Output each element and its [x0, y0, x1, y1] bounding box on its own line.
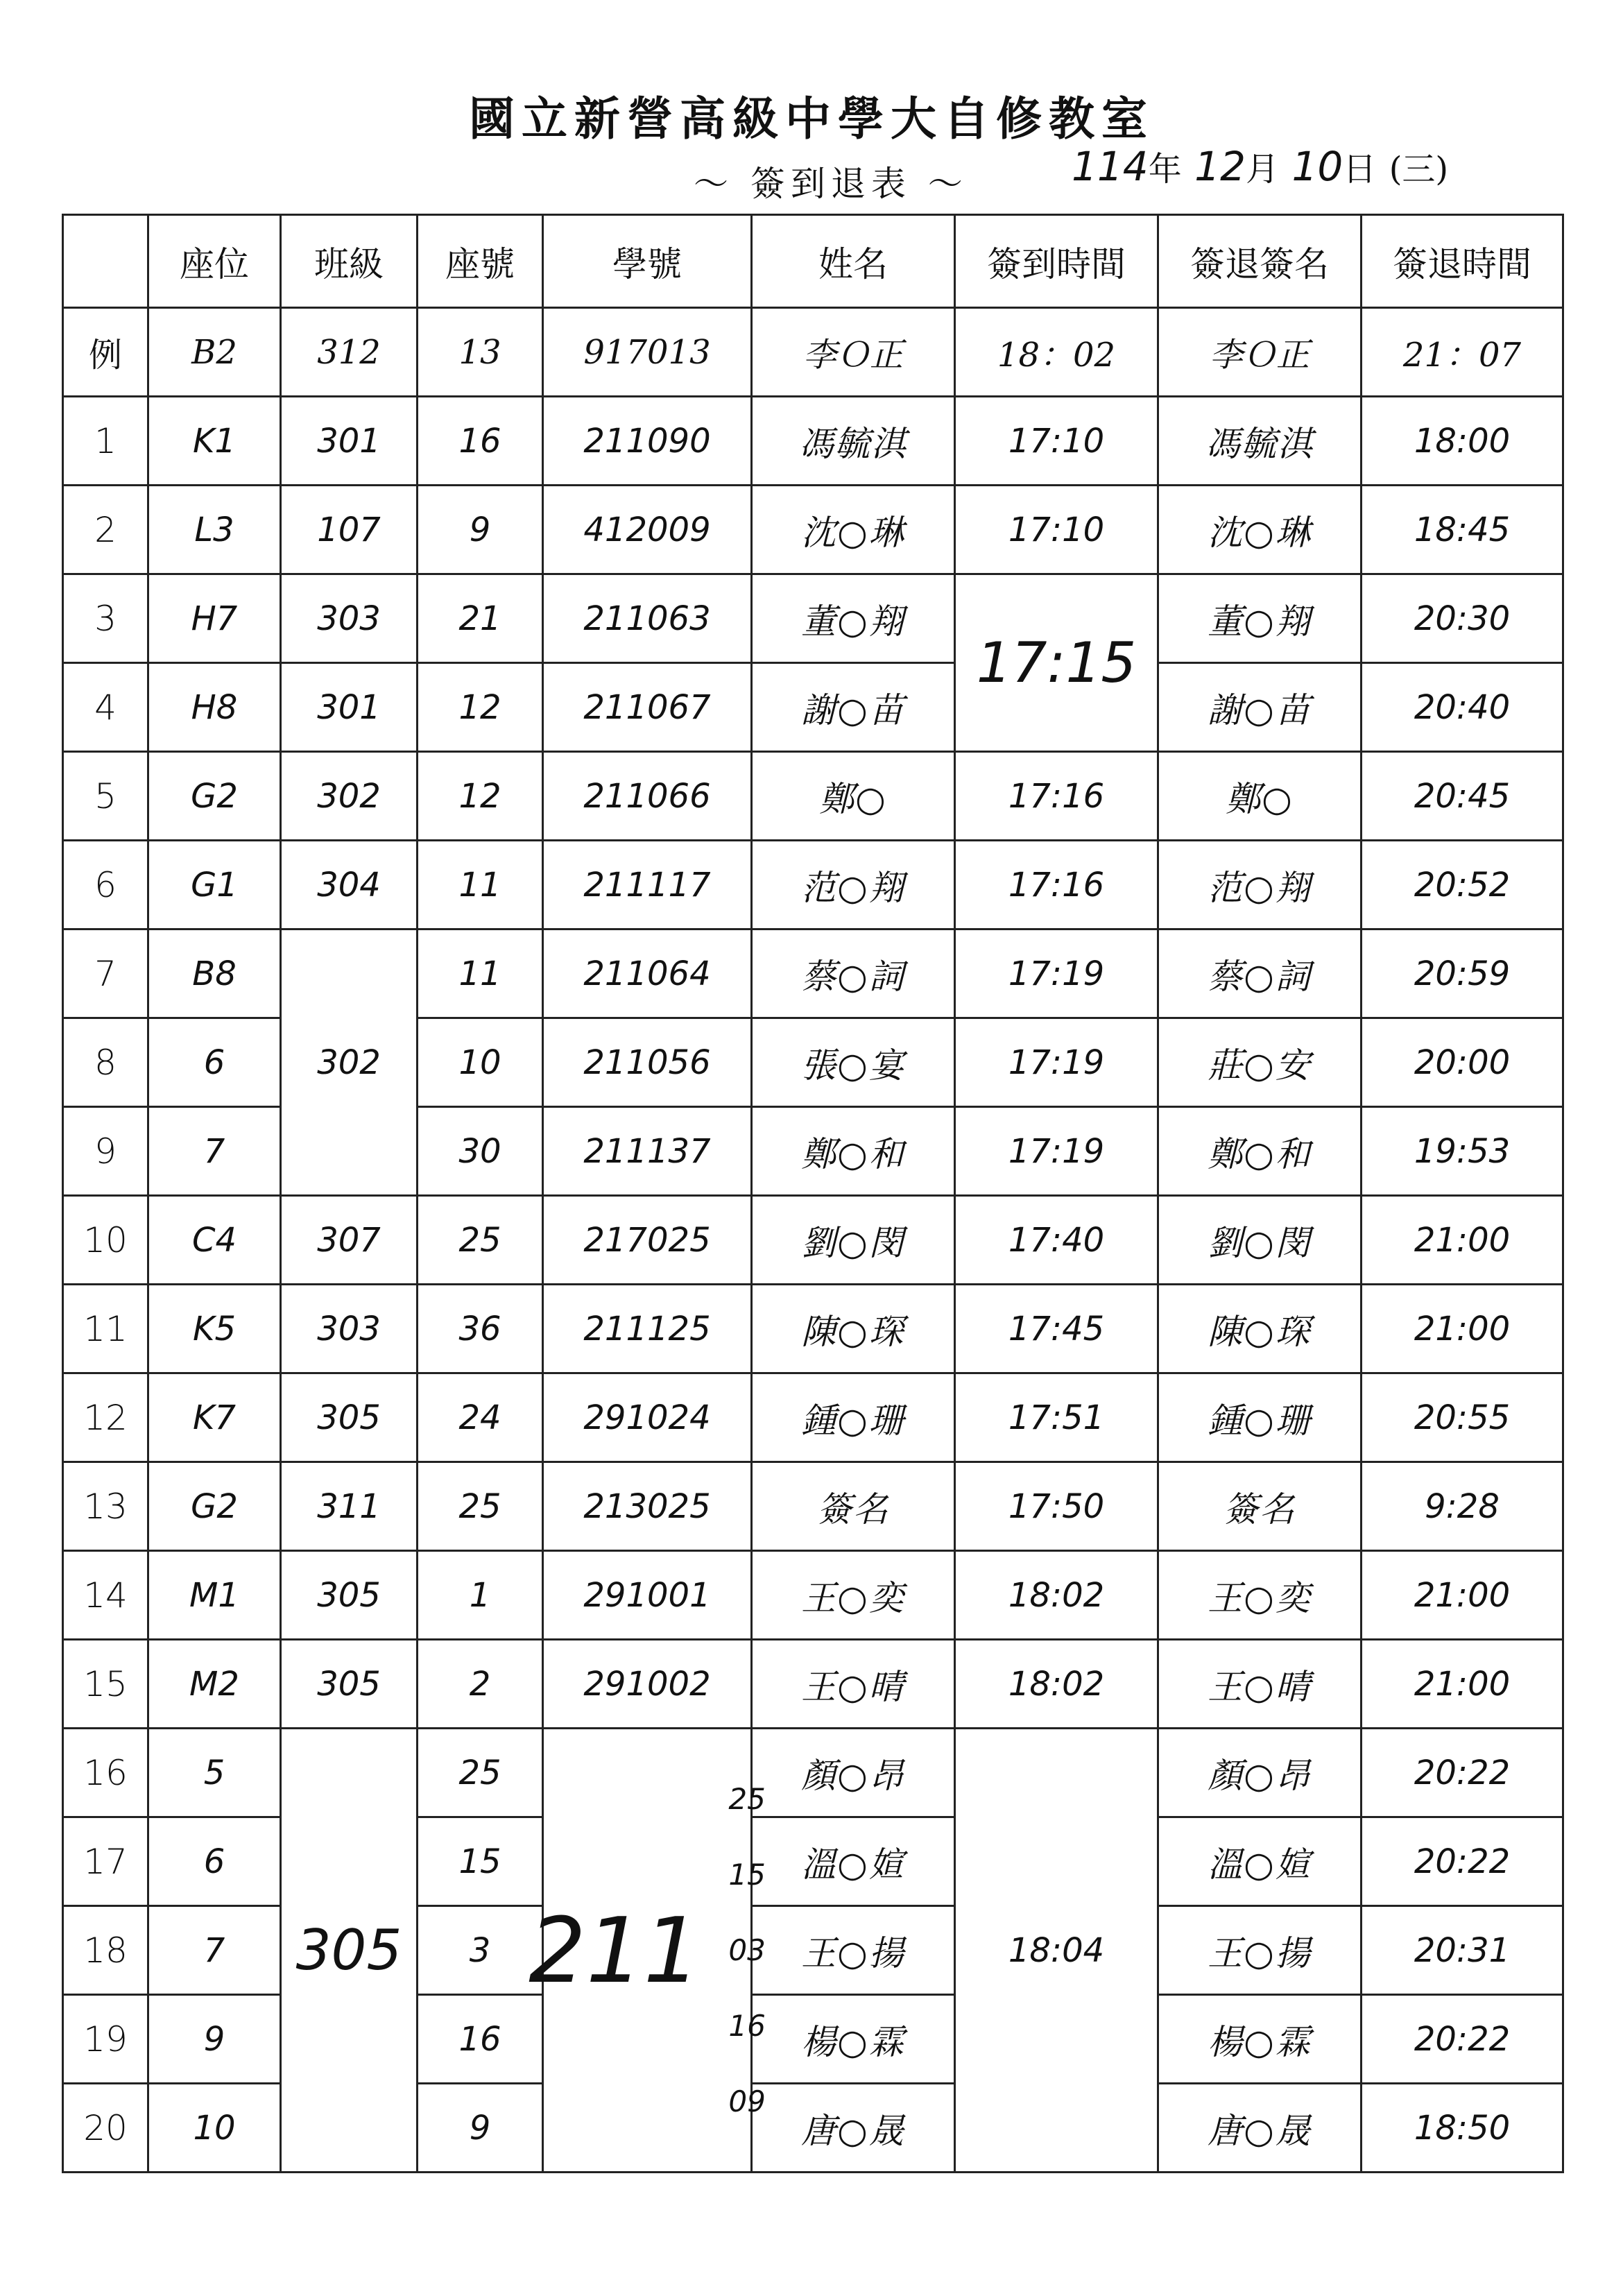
date-day: 10 — [1291, 143, 1343, 190]
signout-signature: 陳○琛 — [1158, 1285, 1362, 1373]
signout-signature: 簽名 — [1158, 1462, 1362, 1551]
name: 劉○閔 — [752, 1196, 955, 1285]
student-id-suffix: 16 — [728, 2009, 766, 2043]
signout-time: 21:00 — [1362, 1196, 1563, 1285]
seat: 6 — [148, 1018, 281, 1107]
seat-no: 15 — [418, 1817, 543, 1906]
student-id: 211125 — [543, 1285, 752, 1373]
row-number: 15 — [63, 1640, 148, 1729]
signout-signature: 鄭○和 — [1158, 1107, 1362, 1196]
seat-no: 12 — [418, 752, 543, 841]
signout-time: 21:00 — [1362, 1551, 1563, 1640]
sign-in-time: 17:10 — [955, 397, 1158, 486]
seat-no: 12 — [418, 663, 543, 752]
row-number: 11 — [63, 1285, 148, 1373]
signout-time: 20:45 — [1362, 752, 1563, 841]
seat-no: 9 — [418, 2084, 543, 2173]
table-row — [63, 486, 1563, 574]
day-label: 日 — [1343, 150, 1377, 189]
signout-time: 20:31 — [1362, 1906, 1563, 1995]
seat-no: 9 — [418, 486, 543, 574]
signout-signature: 唐○晟 — [1158, 2084, 1362, 2173]
seat-no: 11 — [418, 841, 543, 929]
signout-signature: 蔡○詞 — [1158, 929, 1362, 1018]
student-id-suffix: 09 — [728, 2084, 766, 2118]
seat-no: 30 — [418, 1107, 543, 1196]
signout-time: 20:55 — [1362, 1373, 1563, 1462]
row-number: 16 — [63, 1729, 148, 1817]
table-row — [63, 397, 1563, 486]
seat-no: 16 — [418, 1995, 543, 2084]
name: 顏○昂 — [752, 1729, 955, 1817]
example-no: 例 — [63, 308, 148, 397]
sign-in-time: 17:16 — [955, 841, 1158, 929]
form-date — [1072, 142, 1448, 190]
sign-in-time: 18:02 — [955, 1551, 1158, 1640]
signout-time: 20:00 — [1362, 1018, 1563, 1107]
seat: M1 — [148, 1551, 281, 1640]
header-signout-time: 簽退時間 — [1362, 215, 1563, 308]
seat: K7 — [148, 1373, 281, 1462]
name: 張○宴 — [752, 1018, 955, 1107]
header-student-id: 學號 — [543, 215, 752, 308]
signout-signature: 范○翔 — [1158, 841, 1362, 929]
seat: G2 — [148, 1462, 281, 1551]
form-subtitle: ～ 簽到退表 ～ — [694, 164, 968, 204]
header-class: 班級 — [281, 215, 418, 308]
table-row — [63, 752, 1563, 841]
signout-time: 21:00 — [1362, 1640, 1563, 1729]
table-row — [63, 1462, 1563, 1551]
name: 馮毓淇 — [752, 397, 955, 486]
sign-in-time: 17:19 — [955, 1107, 1158, 1196]
signout-signature: 鄭○ — [1158, 752, 1362, 841]
example-student-id: 917013 — [543, 308, 752, 397]
signout-time: 18:00 — [1362, 397, 1563, 486]
table-row — [63, 1640, 1563, 1729]
example-sign-in: 18：02 — [955, 308, 1158, 397]
name: 范○翔 — [752, 841, 955, 929]
signout-signature: 楊○霖 — [1158, 1995, 1362, 2084]
seat-no: 21 — [418, 574, 543, 663]
student-id-group — [529, 1729, 766, 2171]
signout-signature: 董○翔 — [1158, 574, 1362, 663]
seat: 6 — [148, 1817, 281, 1906]
row-number: 6 — [63, 841, 148, 929]
seat: 7 — [148, 1906, 281, 1995]
student-id-prefix: 211 — [529, 1897, 701, 2003]
seat-no: 3 — [418, 1906, 543, 1995]
row-number: 4 — [63, 663, 148, 752]
name: 鍾○珊 — [752, 1373, 955, 1462]
signin-table — [62, 214, 1564, 2173]
row-number: 14 — [63, 1551, 148, 1640]
row-number: 20 — [63, 2084, 148, 2173]
signout-signature: 沈○琳 — [1158, 486, 1362, 574]
sign-in-time: 17:10 — [955, 486, 1158, 574]
page-title: 國立新營高級中學大自修教室 — [469, 92, 1154, 146]
seat: B8 — [148, 929, 281, 1018]
name: 陳○琛 — [752, 1285, 955, 1373]
name: 楊○霖 — [752, 1995, 955, 2084]
signout-signature: 王○奕 — [1158, 1551, 1362, 1640]
row-number: 17 — [63, 1817, 148, 1906]
table-row — [63, 574, 1563, 663]
table-row — [63, 1285, 1563, 1373]
student-id: 211066 — [543, 752, 752, 841]
header-signout-signature: 簽退簽名 — [1158, 215, 1362, 308]
row-number: 3 — [63, 574, 148, 663]
signout-signature: 王○晴 — [1158, 1640, 1362, 1729]
signout-signature: 鍾○珊 — [1158, 1373, 1362, 1462]
row-number: 8 — [63, 1018, 148, 1107]
sign-in-time: 17:51 — [955, 1373, 1158, 1462]
header-corner — [63, 215, 148, 308]
student-id: 291001 — [543, 1551, 752, 1640]
year-label: 年 — [1148, 150, 1182, 189]
class: 303 — [281, 1285, 418, 1373]
row-number: 1 — [63, 397, 148, 486]
signout-signature: 顏○昂 — [1158, 1729, 1362, 1817]
seat: 10 — [148, 2084, 281, 2173]
student-id-suffix: 03 — [728, 1933, 766, 1967]
name: 唐○晟 — [752, 2084, 955, 2173]
signout-signature: 謝○苗 — [1158, 663, 1362, 752]
signout-time: 20:52 — [1362, 841, 1563, 929]
seat-no: 36 — [418, 1285, 543, 1373]
seat-no: 16 — [418, 397, 543, 486]
name: 謝○苗 — [752, 663, 955, 752]
class-merged: 302 — [281, 929, 418, 1196]
row-number: 10 — [63, 1196, 148, 1285]
table-row — [63, 663, 1563, 752]
signout-time: 9:28 — [1362, 1462, 1563, 1551]
class: 302 — [281, 752, 418, 841]
table-row — [63, 1729, 1563, 1817]
seat: K1 — [148, 397, 281, 486]
sign-in-time: 18:02 — [955, 1640, 1158, 1729]
student-id-merged — [529, 1729, 766, 2173]
signout-signature: 溫○媗 — [1158, 1817, 1362, 1906]
sign-in-time: 17:40 — [955, 1196, 1158, 1285]
signout-time: 20:22 — [1362, 1817, 1563, 1906]
row-number: 7 — [63, 929, 148, 1018]
row-number: 12 — [63, 1373, 148, 1462]
seat: C4 — [148, 1196, 281, 1285]
signout-time: 19:53 — [1362, 1107, 1563, 1196]
signout-time: 20:40 — [1362, 663, 1563, 752]
sign-in-time-merged: 17:15 — [955, 574, 1158, 752]
header-seat: 座位 — [148, 215, 281, 308]
student-id: 211067 — [543, 663, 752, 752]
month-label: 月 — [1245, 150, 1279, 189]
name: 王○揚 — [752, 1906, 955, 1995]
seat: 9 — [148, 1995, 281, 2084]
seat: H7 — [148, 574, 281, 663]
class: 305 — [281, 1640, 418, 1729]
example-signout-name: 李Ｏ正 — [1158, 308, 1362, 397]
name: 鄭○ — [752, 752, 955, 841]
student-id: 412009 — [543, 486, 752, 574]
signout-signature: 馮毓淇 — [1158, 397, 1362, 486]
signout-time: 20:59 — [1362, 929, 1563, 1018]
class: 301 — [281, 397, 418, 486]
student-id: 213025 — [543, 1462, 752, 1551]
signout-time: 20:22 — [1362, 1729, 1563, 1817]
sign-in-time: 17:19 — [955, 929, 1158, 1018]
seat-no: 1 — [418, 1551, 543, 1640]
example-seat: B2 — [148, 308, 281, 397]
signout-signature: 莊○安 — [1158, 1018, 1362, 1107]
date-weekday: (三) — [1389, 150, 1449, 189]
seat-no: 25 — [418, 1729, 543, 1817]
example-seat-no: 13 — [418, 308, 543, 397]
name: 王○晴 — [752, 1640, 955, 1729]
sign-in-time-merged: 18:04 — [955, 1729, 1158, 2173]
example-signout-time: 21：07 — [1362, 308, 1563, 397]
student-id: 211090 — [543, 397, 752, 486]
seat-no: 25 — [418, 1196, 543, 1285]
sign-in-time: 17:16 — [955, 752, 1158, 841]
seat: G1 — [148, 841, 281, 929]
table-row — [63, 841, 1563, 929]
sign-in-time: 17:50 — [955, 1462, 1158, 1551]
student-id: 211063 — [543, 574, 752, 663]
signout-time: 20:22 — [1362, 1995, 1563, 2084]
name: 王○奕 — [752, 1551, 955, 1640]
class: 311 — [281, 1462, 418, 1551]
student-id: 291002 — [543, 1640, 752, 1729]
table-row — [63, 1551, 1563, 1640]
sign-in-time: 17:45 — [955, 1285, 1158, 1373]
sign-in-time: 17:19 — [955, 1018, 1158, 1107]
row-number: 13 — [63, 1462, 148, 1551]
student-id: 211117 — [543, 841, 752, 929]
student-id: 291024 — [543, 1373, 752, 1462]
name: 鄭○和 — [752, 1107, 955, 1196]
seat-no: 24 — [418, 1373, 543, 1462]
example-class: 312 — [281, 308, 418, 397]
class: 305 — [281, 1551, 418, 1640]
class: 307 — [281, 1196, 418, 1285]
seat: G2 — [148, 752, 281, 841]
example-name: 李Ｏ正 — [752, 308, 955, 397]
student-id: 211064 — [543, 929, 752, 1018]
student-id: 217025 — [543, 1196, 752, 1285]
class: 303 — [281, 574, 418, 663]
date-month: 12 — [1194, 143, 1246, 190]
seat-no: 2 — [418, 1640, 543, 1729]
signout-time: 18:50 — [1362, 2084, 1563, 2173]
class-merged: 305 — [281, 1729, 418, 2173]
name: 董○翔 — [752, 574, 955, 663]
signout-time: 18:45 — [1362, 486, 1563, 574]
student-id-suffix: 15 — [728, 1858, 766, 1892]
signout-time: 21:00 — [1362, 1285, 1563, 1373]
example-row — [63, 308, 1563, 397]
header-sign-in-time: 簽到時間 — [955, 215, 1158, 308]
name: 簽名 — [752, 1462, 955, 1551]
student-id: 211137 — [543, 1107, 752, 1196]
header-row — [63, 215, 1563, 308]
seat: H8 — [148, 663, 281, 752]
row-number: 2 — [63, 486, 148, 574]
signout-signature: 劉○閔 — [1158, 1196, 1362, 1285]
class: 305 — [281, 1373, 418, 1462]
signout-time: 20:30 — [1362, 574, 1563, 663]
date-year: 114 — [1072, 143, 1149, 190]
seat-no: 25 — [418, 1462, 543, 1551]
table-row — [63, 929, 1563, 1018]
seat: M2 — [148, 1640, 281, 1729]
table-row — [63, 1196, 1563, 1285]
student-id-suffix: 25 — [728, 1782, 766, 1816]
seat: 5 — [148, 1729, 281, 1817]
signout-signature: 王○揚 — [1158, 1906, 1362, 1995]
row-number: 9 — [63, 1107, 148, 1196]
student-id: 211056 — [543, 1018, 752, 1107]
seat: 7 — [148, 1107, 281, 1196]
seat-no: 10 — [418, 1018, 543, 1107]
header-name: 姓名 — [752, 215, 955, 308]
class: 107 — [281, 486, 418, 574]
seat: L3 — [148, 486, 281, 574]
name: 沈○琳 — [752, 486, 955, 574]
row-number: 18 — [63, 1906, 148, 1995]
table-row — [63, 1373, 1563, 1462]
header-seat-no: 座號 — [418, 215, 543, 308]
row-number: 5 — [63, 752, 148, 841]
seat: K5 — [148, 1285, 281, 1373]
name: 蔡○詞 — [752, 929, 955, 1018]
class: 301 — [281, 663, 418, 752]
student-id-suffixes — [728, 1782, 765, 2118]
seat-no: 11 — [418, 929, 543, 1018]
row-number: 19 — [63, 1995, 148, 2084]
name: 溫○媗 — [752, 1817, 955, 1906]
class: 304 — [281, 841, 418, 929]
